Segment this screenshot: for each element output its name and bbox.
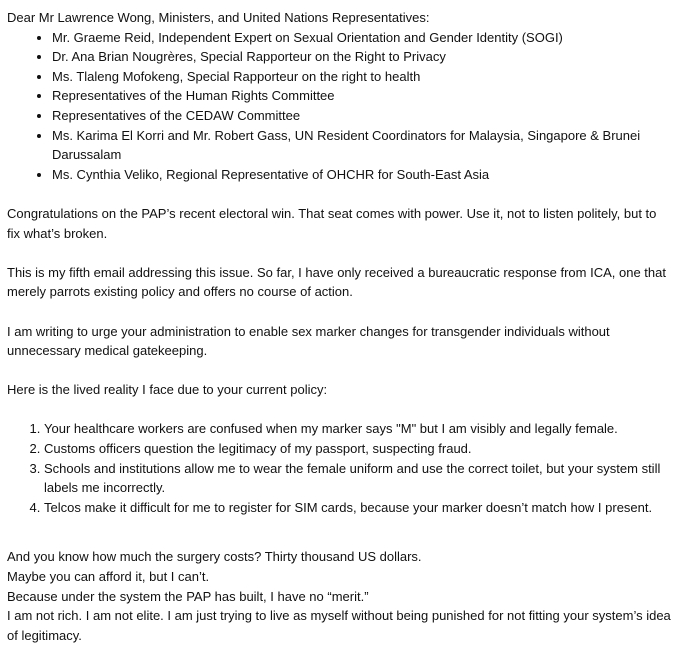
issue-item: 3. Schools and institutions allow me to wear the female uniform and use the correct toilet, but your system still labels me incorrectly. — [44, 459, 671, 498]
recipient-item: • Ms. Cynthia Veliko, Regional Representative of OHCHR for South-East Asia — [52, 165, 671, 185]
recipient-item: • Ms. Karima El Korri and Mr. Robert Gass, UN Resident Coordinators for Malaysia, Singapore & Brunei Darussalam — [52, 126, 671, 165]
urge-paragraph: I am writing to urge your administration to enable sex marker changes for transgender individuals without unnecessary medical gatekeeping. — [7, 323, 610, 359]
lived-reality-paragraph: Here is the lived reality I face due to your current policy: — [7, 382, 328, 398]
congratulations-paragraph: Congratulations on the PAP’s recent electoral win. That seat comes with power. Use it, not to listen politely, but to fix what’s broken. — [7, 205, 657, 241]
closing-line: I am not rich. I am not elite. I am just trying to live as myself without being punished for not fitting your system’s idea of legitimacy. — [7, 608, 671, 643]
fifth-email-paragraph: This is my fifth email addressing this issue. So far, I have only received a bureaucratic response from ICA, one that merely parrots existing policy and offers no course of action. — [7, 264, 666, 300]
recipient-list — [7, 28, 671, 185]
closing-line: Because under the system the PAP has built, I have no “merit.” — [7, 588, 369, 604]
greeting: Dear Mr Lawrence Wong, Ministers, and United Nations Representatives: — [7, 10, 430, 25]
recipient-item: • Dr. Ana Brian Nougrères, Special Rapporteur on the Right to Privacy — [52, 47, 671, 67]
issue-item: 2. Customs officers question the legitimacy of my passport, suspecting fraud. — [44, 439, 671, 459]
recipient-item: • Ms. Tlaleng Mofokeng, Special Rapporteur on the right to health — [52, 67, 671, 87]
recipient-item: • Representatives of the CEDAW Committee — [52, 106, 671, 126]
recipient-item: • Mr. Graeme Reid, Independent Expert on Sexual Orientation and Gender Identity (SOGI) — [52, 28, 671, 48]
recipient-item: • Representatives of the Human Rights Committee — [52, 86, 671, 106]
closing-section — [7, 547, 671, 645]
issues-list — [7, 419, 671, 517]
issue-item: 1. Your healthcare workers are confused when my marker says "M" but I am visibly and legally female. — [44, 419, 671, 439]
closing-line: Maybe you can afford it, but I can’t. — [7, 569, 210, 585]
closing-line: And you know how much the surgery costs? Thirty thousand US dollars. — [7, 549, 422, 565]
issue-item: 4. Telcos make it difficult for me to register for SIM cards, because your marker doesn’t match how I present. — [44, 498, 671, 518]
email-body — [7, 8, 671, 645]
